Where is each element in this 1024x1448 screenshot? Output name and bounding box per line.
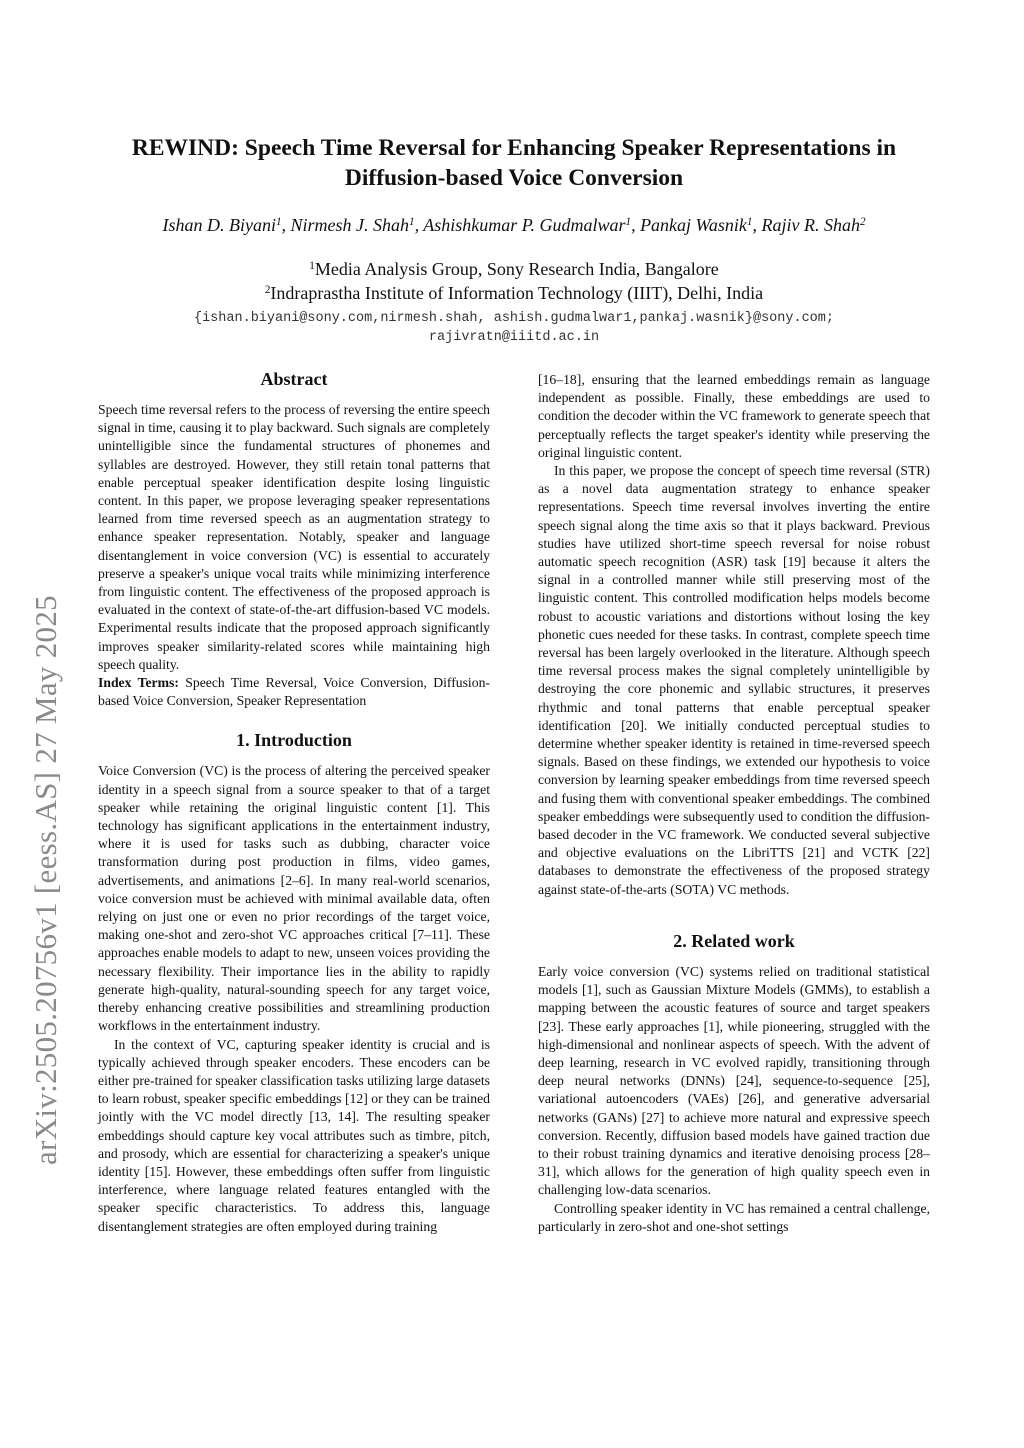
affiliation-2 bbox=[90, 281, 938, 305]
introduction-paragraph-4: In this paper, we propose the concept of speech time reversal (STR) as a novel data augmentation strategy to enhance speaker representations. Speech time reversal involves inverting the entire speech signal along the time axis so that it plays backward. Previous studies have utilized short-time speech reversal for noise robust automatic speech recognition (ASR) task [19] because it alters the signal in a controlled manner while still preserving most of the linguistic content. This controlled modification helps models become robust to acoustic variations and distortions without losing the key phonetic cues needed for these tasks. In contrast, complete speech time reversal has been largely overlooked in the literature. Although speech time reversal process makes the signal completely unintelligible by destroying the core phonemic and syllabic structures, it preserves rhythmic and tonal patterns that enable perceptual speaker identification [20]. We initially conducted perceptual studies to determine whether speaker identity is retained in time-reversed speech signals. Based on these findings, we extended our hypothesis to voice conversion by learning speaker embeddings from time reversed speech and fusing them with conventional speaker embeddings. The combined speaker embeddings were subsequently used to condition the diffusion-based decoder in the VC framework. We conducted several subjective and objective evaluations on the LibriTTS [21] and VCTK [22] databases to demonstrate the effectiveness of the proposed strategy against state-of-the-arts (SOTA) VC methods. bbox=[538, 463, 930, 897]
arxiv-side-stamp: arXiv:2505.20756v1 [eess.AS] 27 May 2025 bbox=[28, 595, 63, 1165]
author-affiliation-mark: 1 bbox=[275, 215, 282, 228]
introduction-paragraph-2: In the context of VC, capturing speaker identity is crucial and is typically achieved through speaker encoders. These encoders can be either pre-trained for speaker classification tasks utilizing large datasets to learn robust, speaker specific embeddings [12] or they can be trained jointly with the VC model directly [13, 14]. The resulting speaker embeddings should capture key vocal attributes such as timbre, pitch, and prosody, which are essential for characterizing a speaker's unique identity [15]. However, these embeddings often suffer from linguistic interference, where language related features entangled with the speaker specific characteristics. To address this, language disentanglement strategies are often employed during training bbox=[98, 1036, 490, 1234]
left-column bbox=[98, 367, 490, 1236]
author-separator: , bbox=[631, 215, 641, 235]
author: Nirmesh J. Shah bbox=[290, 215, 410, 235]
right-column bbox=[538, 371, 930, 1236]
affiliation-mark: 2 bbox=[264, 283, 271, 296]
related-work-paragraph-2: Controlling speaker identity in VC has remained a central challenge, particularly in zero-shot and one-shot settings bbox=[538, 1200, 930, 1234]
title-line-1: REWIND: Speech Time Reversal for Enhancing Speaker Representations in bbox=[131, 135, 897, 161]
author: Pankaj Wasnik bbox=[640, 215, 747, 235]
emails-line-2: rajivratn@iiitd.ac.in bbox=[428, 330, 600, 345]
author: Rajiv R. Shah bbox=[761, 215, 860, 235]
affiliations bbox=[90, 257, 938, 305]
author-list bbox=[90, 213, 938, 237]
author-affiliation-mark: 1 bbox=[409, 215, 415, 228]
related-work-paragraph-1: Early voice conversion (VC) systems relied on traditional statistical models [1], such as Gaussian Mixture Models (GMMs), to establish a mapping between the acoustic features of source and target speakers [23]. These early approaches [1], while pioneering, struggled with the high-dimensional and nonlinear aspects of speech. With the advent of deep learning, research in VC evolved rapidly, transitioning through deep neural networks (DNNs) [24], sequence-to-sequence [25], variational autoencoders (VAEs) [26], and generative adversarial networks (GANs) [27] to achieve more natural and expressive speech conversion. Recently, diffusion based models have gained traction due to their robust training dynamics and iterative denoising process [28–31], which allows for the generation of high quality speech even in challenging low-data scenarios. bbox=[538, 963, 930, 1198]
author-separator: , bbox=[281, 215, 291, 235]
affiliation-1 bbox=[90, 257, 938, 281]
abstract-heading: Abstract bbox=[260, 369, 328, 389]
author: Ashishkumar P. Gudmalwar bbox=[423, 215, 626, 235]
index-terms-text: Speech Time Reversal, Voice Conversion, Diffusion-based Voice Conversion, Speaker Representation bbox=[98, 675, 490, 709]
author-separator: , bbox=[752, 215, 762, 235]
emails-line-1: {ishan.biyani@sony.com,nirmesh.shah, ashish.gudmalwar1,pankaj.wasnik}@sony.com; bbox=[193, 311, 834, 326]
title-line-2: Diffusion-based Voice Conversion bbox=[344, 165, 684, 191]
affiliation-text: Media Analysis Group, Sony Research India, Bangalore bbox=[314, 259, 719, 279]
paper-title bbox=[90, 133, 938, 193]
affiliation-mark: 1 bbox=[309, 259, 315, 272]
introduction-heading: 1. Introduction bbox=[236, 730, 352, 751]
author-affiliation-mark: 1 bbox=[625, 215, 632, 228]
related-work-heading: 2. Related work bbox=[673, 930, 795, 951]
author-affiliation-mark: 1 bbox=[746, 215, 753, 228]
introduction-paragraph-1: Voice Conversion (VC) is the process of altering the perceived speaker identity in a speech signal from a source speaker to that of a target speaker while retaining the original linguistic content [1]. This technology has significant applications in the entertainment industry, where it is used for tasks such as dubbing, character voice transformation during post production in films, video games, advertisements, and animations [2–6]. In many real-world scenarios, voice conversion must be achieved with minimal available data, often relying on just one or even no prior recordings of the target voice, making one-shot and zero-shot VC approaches critical [7–11]. These approaches enable models to adapt to new, unseen voices providing the necessary flexibility. Their importance lies in the ability to rapidly generate high-quality, natural-sounding speech for any target voice, thereby enhancing creative possibilities and streamlining production workflows in the entertainment industry. bbox=[98, 763, 490, 1034]
abstract-text: Speech time reversal refers to the process of reversing the entire speech signal in time, causing it to play backward. Such signals are completely unintelligible since the fundamental structures of phonemes and syllables are destroyed. However, they still retain tonal patterns that enable perceptual speaker identification despite losing linguistic content. In this paper, we propose leveraging speaker representations learned from time reversed speech as an augmentation strategy to enhance speaker representation. Notably, speaker and language disentanglement in voice conversion (VC) is essential to accurately preserve a speaker's unique vocal traits while minimizing interference from linguistic content. The effectiveness of the proposed approach is evaluated in the context of state-of-the-art diffusion-based VC models. Experimental results indicate that the proposed approach significantly improves speaker similarity-related scores while maintaining high speech quality. bbox=[98, 402, 490, 672]
affiliation-text: Indraprastha Institute of Information Technology (IIIT), Delhi, India bbox=[270, 283, 764, 303]
author-affiliation-mark: 2 bbox=[859, 215, 866, 228]
author-emails bbox=[90, 309, 938, 347]
author-separator: , bbox=[414, 215, 424, 235]
introduction-paragraph-3: [16–18], ensuring that the learned embeddings remain as language independent as possible. Finally, these embeddings are used to condition the decoder within the VC framework to generate speech that perceptually reflects the target speaker's identity while preserving the original linguistic content. bbox=[538, 372, 930, 460]
author: Ishan D. Biyani bbox=[162, 215, 276, 235]
index-terms-label: Index Terms: bbox=[98, 675, 179, 691]
index-terms bbox=[98, 674, 490, 710]
